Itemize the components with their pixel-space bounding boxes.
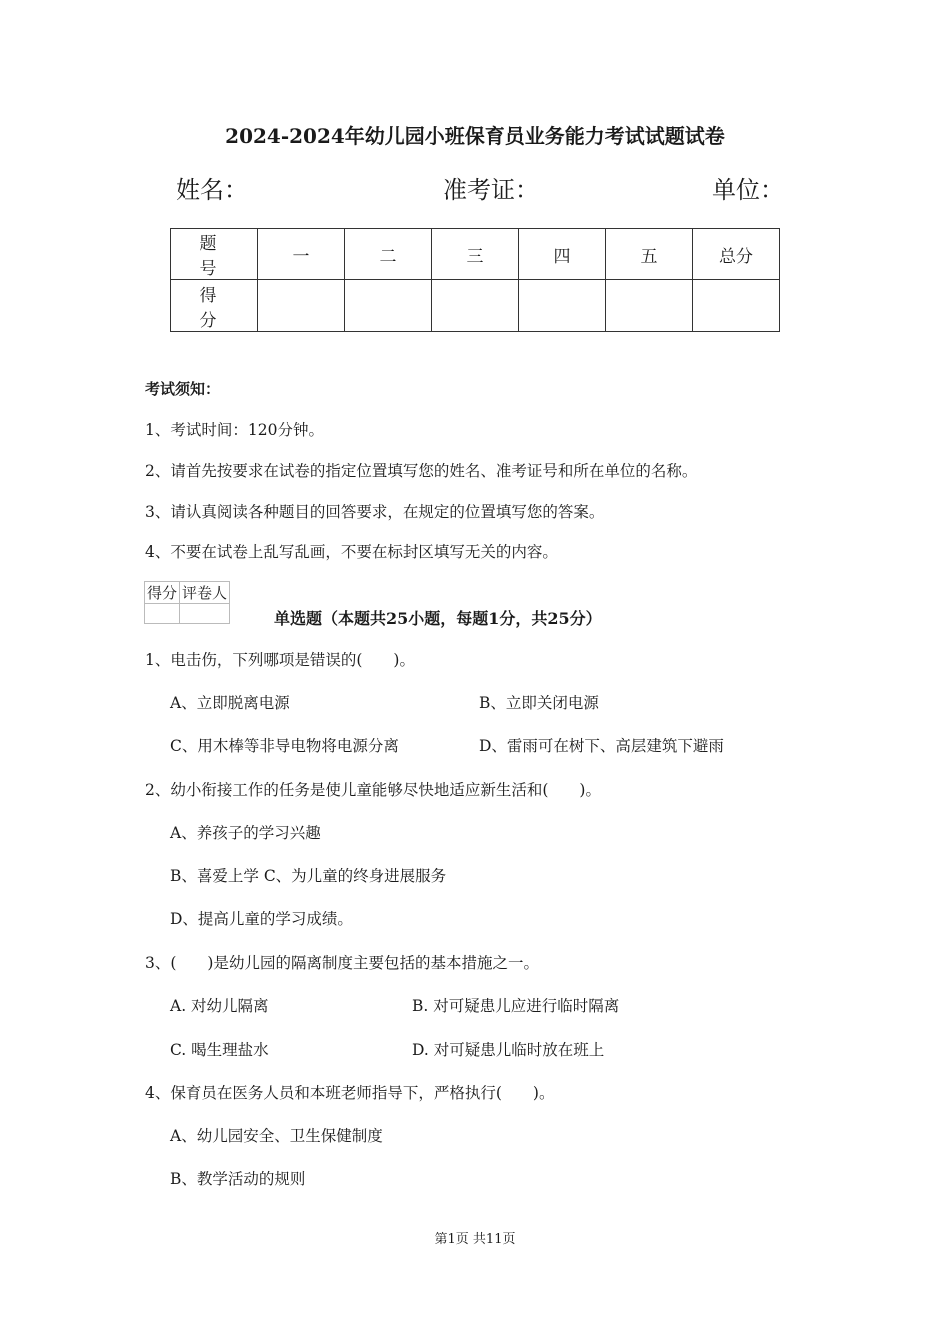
score-cell[interactable] bbox=[519, 280, 606, 332]
notice-item: 4、不要在试卷上乱写乱画，不要在标封区填写无关的内容。 bbox=[145, 543, 558, 561]
question-stem: 1、电击伤，下列哪项是错误的( )。 bbox=[145, 651, 415, 669]
option-a: A、养孩子的学习兴趣 bbox=[170, 824, 321, 842]
option-a: A、幼儿园安全、卫生保健制度 bbox=[170, 1127, 383, 1145]
score-table bbox=[170, 228, 780, 332]
page-title: 2024-2024年幼儿园小班保育员业务能力考试试题试卷 bbox=[225, 124, 725, 148]
option-a: A、立即脱离电源 bbox=[170, 694, 290, 712]
option-d: D、提高儿童的学习成绩。 bbox=[170, 910, 353, 928]
score-header-cell: 三 bbox=[432, 229, 519, 280]
notice-title: 考试须知： bbox=[145, 380, 221, 398]
option-c: C、用木棒等非导电物将电源分离 bbox=[170, 737, 399, 755]
score-header-cell: 五 bbox=[606, 229, 693, 280]
grader-box bbox=[144, 581, 230, 624]
score-table-score-row bbox=[171, 280, 780, 332]
score-header-cell: 四 bbox=[519, 229, 606, 280]
option-c: C. 喝生理盐水 bbox=[170, 1041, 269, 1059]
question-stem: 3、( )是幼儿园的隔离制度主要包括的基本措施之一。 bbox=[145, 954, 539, 972]
option-b: B、教学活动的规则 bbox=[170, 1170, 306, 1188]
option-bc: B、喜爱上学 C、为儿童的终身进展服务 bbox=[170, 867, 447, 885]
notice-item: 1、考试时间：120分钟。 bbox=[145, 421, 324, 439]
option-d: D. 对可疑患儿临时放在班上 bbox=[412, 1041, 605, 1059]
page-footer: 第1页 共11页 bbox=[434, 1232, 516, 1247]
section-title: 单选题（本题共25小题，每题1分，共25分） bbox=[274, 609, 602, 628]
option-b: B. 对可疑患儿应进行临时隔离 bbox=[412, 997, 620, 1015]
grader-score-label: 得分 bbox=[145, 582, 180, 604]
score-row-label: 得 分 bbox=[171, 280, 258, 332]
option-d: D、雷雨可在树下、高层建筑下避雨 bbox=[479, 737, 724, 755]
notice-item: 3、请认真阅读各种题目的回答要求，在规定的位置填写您的答案。 bbox=[145, 503, 605, 521]
score-header-cell: 一 bbox=[258, 229, 345, 280]
notice-item: 2、请首先按要求在试卷的指定位置填写您的姓名、准考证号和所在单位的名称。 bbox=[145, 462, 698, 480]
score-cell[interactable] bbox=[345, 280, 432, 332]
score-cell[interactable] bbox=[432, 280, 519, 332]
grader-name-cell[interactable] bbox=[180, 604, 230, 624]
score-header-cell: 题 号 bbox=[171, 229, 258, 280]
score-table-header-row bbox=[171, 229, 780, 280]
option-a: A. 对幼儿隔离 bbox=[170, 997, 269, 1015]
unit-field-label: 单位： bbox=[712, 176, 784, 204]
exam-id-field-label: 准考证： bbox=[443, 176, 539, 204]
option-b: B、立即关闭电源 bbox=[479, 694, 599, 712]
score-cell[interactable] bbox=[693, 280, 780, 332]
question-stem: 2、幼小衔接工作的任务是使儿童能够尽快地适应新生活和( )。 bbox=[145, 781, 601, 799]
score-cell[interactable] bbox=[258, 280, 345, 332]
question-stem: 4、保育员在医务人员和本班老师指导下，严格执行( )。 bbox=[145, 1084, 555, 1102]
score-header-cell: 总分 bbox=[693, 229, 780, 280]
score-header-cell: 二 bbox=[345, 229, 432, 280]
grader-score-cell[interactable] bbox=[145, 604, 180, 624]
name-field-label: 姓名： bbox=[176, 176, 248, 204]
score-cell[interactable] bbox=[606, 280, 693, 332]
grader-name-label: 评卷人 bbox=[180, 582, 230, 604]
